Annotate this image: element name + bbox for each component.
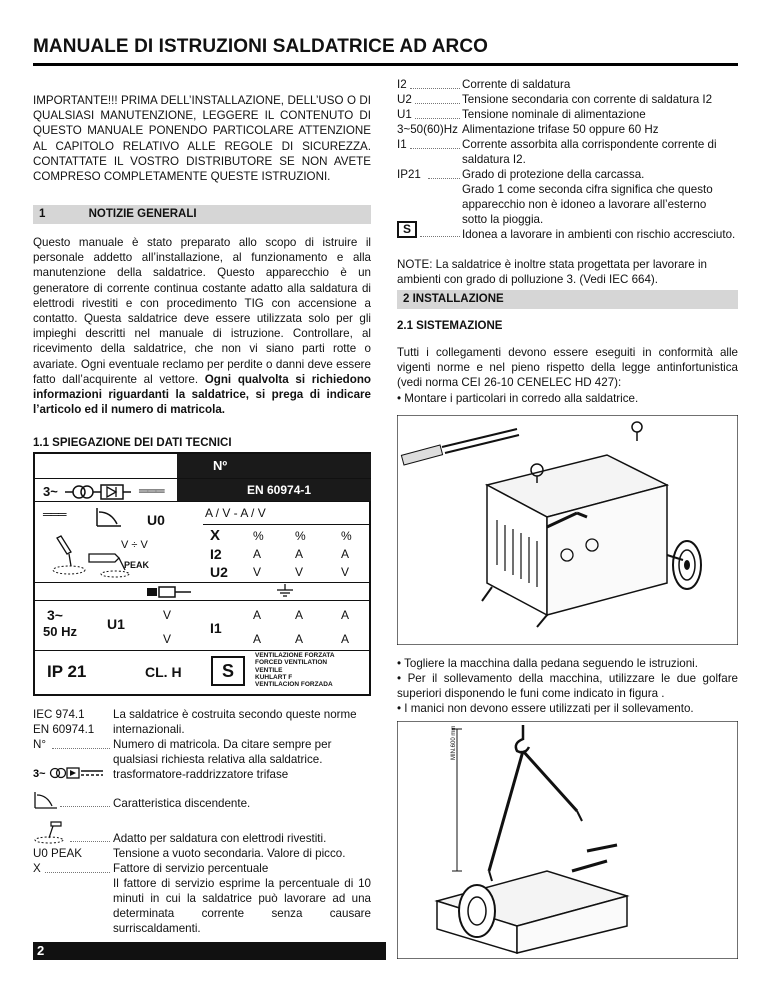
plate-pct-1: % xyxy=(253,529,264,543)
def-s-val: Idonea a lavorare in ambienti con rischio accresciuto. xyxy=(462,228,736,241)
def-x-desc: Il fattore di servizio esprime la percentuale di 10 minuti in cui la saldatrice può lavorare ad una determinata corrente senza causare surriscaldamenti. xyxy=(113,877,371,935)
def-u0-key: U0 PEAK xyxy=(33,847,82,860)
general-info-body: Questo manuale è stato preparato allo scopo di istruire il personale addetto all’installazione, al funzionamento e alla manutenzione della saldatrice. Questo apparecchio è un generatore di corrente continua costante adatto alla saldatura di elettrodi rivestiti e con procedimento TIG con accensione a contatto. Questa saldatrice deve essere utilizzata solo per gli impieghi descritti nel manuale di istruzione. Controllare, al ricevimento della saldatrice, che non vi siano parti rotte o avariate. Ogni eventuale reclamo per perdite o danni deve essere fatto dall’acquirente al vettore. xyxy=(33,236,371,386)
def-i1-val: Corrente assorbita alla corrispondente corrente di saldatura I2. xyxy=(462,138,717,166)
electrode-icon xyxy=(33,820,69,844)
bullet-lift: • Per il sollevamento della macchina, utilizzare le due golfare superiori disponendo le funi come indicato in figura . xyxy=(397,672,738,700)
bullet-mount: • Montare i particolari in corredo alla saldatrice. xyxy=(397,392,639,405)
bullet-handles: • I manici non devono essere utilizzati per il sollevamento. xyxy=(397,702,694,715)
subsection-2-1: 2.1 SISTEMAZIONE xyxy=(397,320,503,332)
section-1-title: NOTIZIE GENERALI xyxy=(88,208,197,220)
install-text: Tutti i collegamenti devono essere eseguiti in conformità alle vigenti norme e nel pieno rispetto della legge antinfortunistica (vedi norma CEI 26-10 CENELEC HD 427): xyxy=(397,346,738,390)
plate-u1-v-2: V xyxy=(163,632,172,646)
plate-v-2: V xyxy=(295,565,304,579)
plate-av-range: A / V - A / V xyxy=(205,506,266,520)
plate-ip: IP 21 xyxy=(47,662,87,681)
def-no-val: Numero di matricola. Da citare sempre per qualsiasi richiesta relativa alla saldatrice. xyxy=(113,738,332,766)
plate-dc-symbol: ═══ xyxy=(139,483,164,498)
transformer-rectifier-icon xyxy=(65,484,145,500)
vent-es: VENTILACION FORZADA xyxy=(255,681,333,689)
plate-peak: PEAK xyxy=(124,560,150,570)
plate-i1: I1 xyxy=(210,620,222,636)
plate-u0: U0 xyxy=(147,512,165,528)
def-curve-val: Caratteristica discendente. xyxy=(113,797,251,810)
plate-i1-a-4: A xyxy=(253,632,262,646)
plate-pct-3: % xyxy=(341,529,352,543)
def-ip-val: Grado di protezione della carcassa. xyxy=(462,168,645,181)
def-i2-val: Corrente di saldatura xyxy=(462,78,571,91)
def-en-val: internazionali. xyxy=(113,723,185,736)
note-pollution: NOTE: La saldatrice è inoltre stata progettata per lavorare in ambienti con grado di polluzione 3. (Vedi IEC 664). xyxy=(397,258,707,286)
drooping-characteristic-icon xyxy=(95,506,123,528)
def-i1-key: I1 xyxy=(397,138,407,151)
def-ip-key: IP21 xyxy=(397,168,421,181)
s-symbol-icon: S xyxy=(397,221,417,238)
plate-a-3: A xyxy=(341,547,350,561)
plate-i1-a-2: A xyxy=(295,608,304,622)
plate-serial-label: Nº xyxy=(213,458,228,473)
plate-serial-bar xyxy=(177,454,371,478)
page-title: MANUALE DI ISTRUZIONI SALDATRICE AD ARCO xyxy=(33,36,489,57)
plug-icon xyxy=(145,584,195,600)
plate-x: X xyxy=(210,527,221,544)
vent-de: KUHLART F xyxy=(255,673,293,681)
plate-i1-a-6: A xyxy=(341,632,350,646)
def-x-key: X xyxy=(33,862,41,875)
plate-i1-a-5: A xyxy=(295,632,304,646)
def-iec-key: IEC 974.1 xyxy=(33,708,85,721)
plate-s-symbol: S xyxy=(211,656,245,686)
def-u0-val: Tensione a vuoto secondaria. Valore di picco. xyxy=(113,847,346,860)
plate-supply-phase: 3~ xyxy=(47,607,63,623)
def-hz-key: 3~50(60)Hz xyxy=(397,123,458,136)
plate-standard: EN 60974-1 xyxy=(247,483,312,497)
section-1-number: 1 xyxy=(39,208,46,220)
def-i2-key: I2 xyxy=(397,78,407,91)
plate-ventilation xyxy=(255,652,335,688)
def-u1-val: Tensione nominale di alimentazione xyxy=(462,108,646,121)
page-number: 2 xyxy=(37,943,45,958)
important-notice: IMPORTANTE!!! PRIMA DELL’INSTALLAZIONE, DELL’USO O DI QUALSIASI MANUTENZIONE, LEGGERE IL CONTENUTO DI QUESTO MANUALE PONENDO PARTICOLARE ATTENZIONE AL CAPITOLO RELATIVO ALLE REGOLE DI SICUREZZA. CONTATTATE IL VOSTRO DISTRIBUTORE SE NON AVETE COMPRESO COMPLETAMENTE QUESTE ISTRUZIONI. xyxy=(33,94,371,184)
subsection-1-1: 1.1 SPIEGAZIONE DEI DATI TECNICI xyxy=(33,437,232,449)
def-hz-val: Alimentazione trifase 50 oppure 60 Hz xyxy=(462,123,659,136)
rating-plate xyxy=(33,452,371,696)
bullet-remove: • Togliere la macchina dalla pedana seguendo le istruzioni. xyxy=(397,657,698,670)
plate-standard-bar xyxy=(177,479,371,501)
title-rule xyxy=(33,63,738,66)
plate-a-1: A xyxy=(253,547,262,561)
def-x-val: Fattore di servizio percentuale xyxy=(113,862,269,875)
plate-v-1: V xyxy=(253,565,262,579)
welder-lifting-figure xyxy=(397,721,738,959)
ground-icon xyxy=(275,584,295,600)
def-trafo-val: trasformatore-raddrizzatore trifase xyxy=(113,768,289,781)
vent-fr: VENTILE xyxy=(255,666,283,674)
vent-en: FORCED VENTILATION xyxy=(255,659,328,667)
plate-i2: I2 xyxy=(210,546,222,562)
welder-assembly-figure xyxy=(397,415,738,645)
plate-u1: U1 xyxy=(107,616,125,632)
plate-input-symbol: 3~ xyxy=(43,484,58,499)
def-u2-val: Tensione secondaria con corrente di saldatura I2 xyxy=(462,93,713,106)
def-u2-key: U2 xyxy=(397,93,412,106)
plate-pct-2: % xyxy=(295,529,306,543)
drooping-curve-icon xyxy=(33,790,59,810)
plate-vv: V ÷ V xyxy=(121,539,148,551)
covered-electrode-icon xyxy=(49,534,89,578)
def-ip-desc: Grado 1 come seconda cifra significa che questo apparecchio non è idoneo a lavorare all’esterno sotto la pioggia. xyxy=(462,183,713,226)
trafo-rectifier-icon xyxy=(33,766,105,780)
general-info-text xyxy=(33,235,371,417)
section-1-heading xyxy=(33,205,371,224)
def-u1-key: U1 xyxy=(397,108,412,121)
min-distance-label: MIN.600 mm xyxy=(451,725,457,760)
plate-u1-v-1: V xyxy=(163,608,172,622)
def-en-key: EN 60974.1 xyxy=(33,723,95,736)
vent-it: VENTILAZIONE FORZATA xyxy=(255,652,335,659)
plate-frequency: 50 Hz xyxy=(43,624,77,639)
section-2-heading: 2 INSTALLAZIONE xyxy=(397,290,738,309)
page-number-bar xyxy=(33,942,386,960)
def-electrode-val: Adatto per saldatura con elettrodi rivestiti. xyxy=(113,832,327,845)
plate-v-3: V xyxy=(341,565,350,579)
general-info-bold: Ogni qualvolta si richiedono informazioni riguardanti la saldatrice, si prega di indicare l’articolo ed il numero di matricola. xyxy=(33,372,371,417)
plate-i1-a-3: A xyxy=(341,608,350,622)
plate-i1-a-1: A xyxy=(253,608,262,622)
plate-insulation-class: CL. H xyxy=(145,664,182,680)
plate-a-2: A xyxy=(295,547,304,561)
def-no-key: N° xyxy=(33,738,47,751)
def-iec-val: La saldatrice è costruita secondo queste norme xyxy=(113,708,357,721)
plate-dc-symbol-2: ═══ xyxy=(43,507,66,521)
svg-text:3~: 3~ xyxy=(33,768,46,780)
plate-u2: U2 xyxy=(210,564,228,580)
